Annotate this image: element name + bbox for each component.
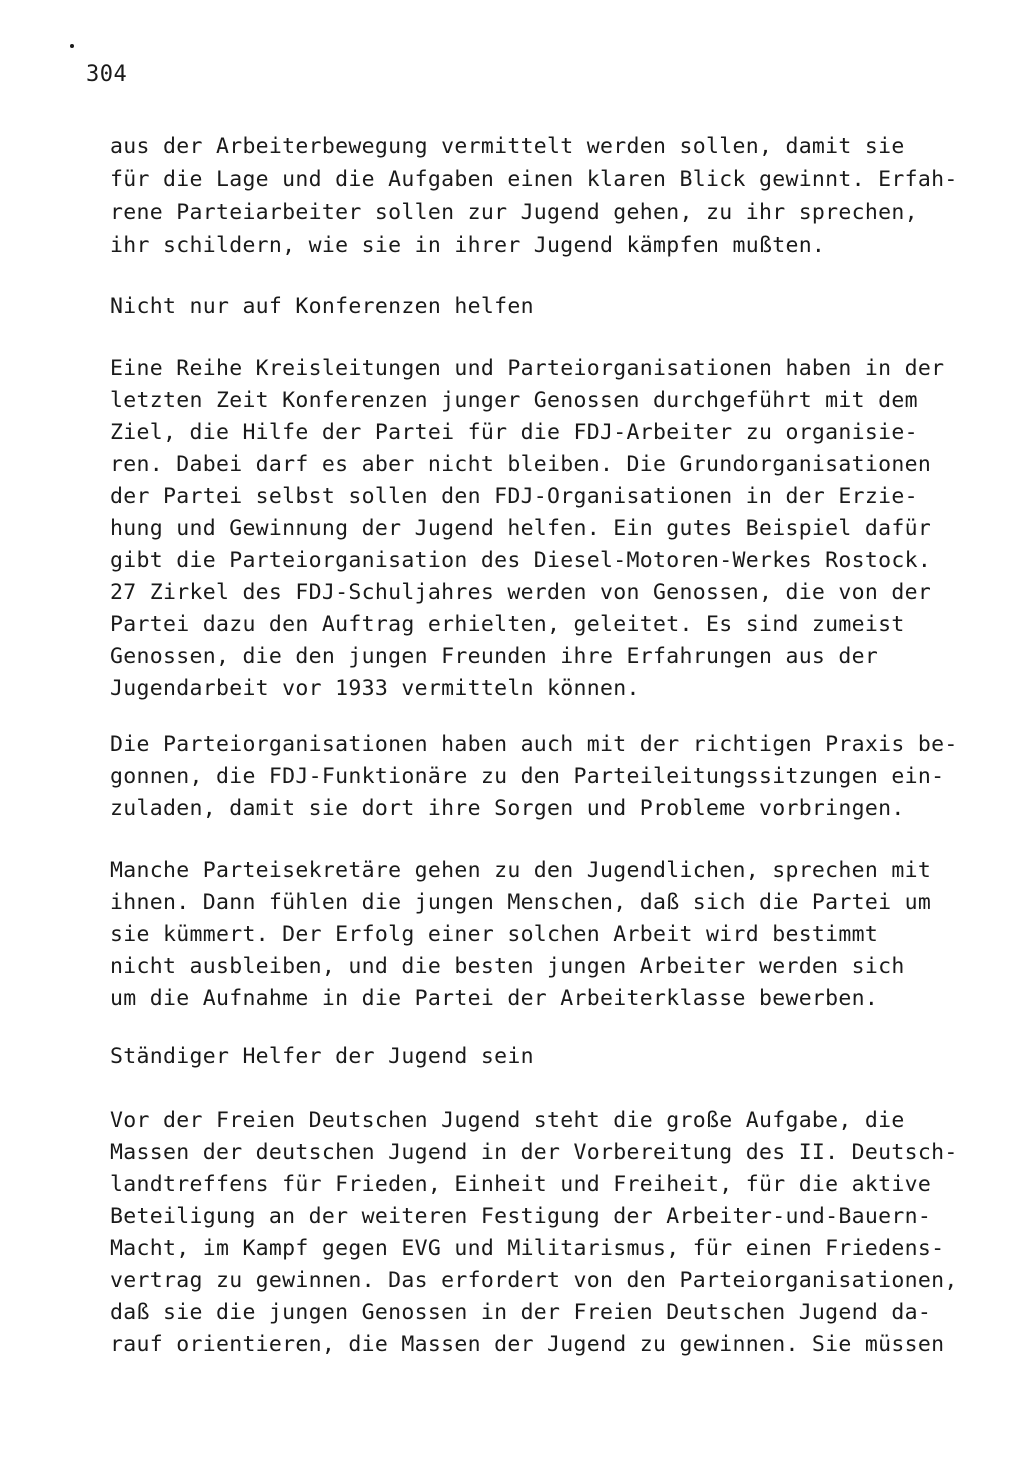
text-line: Ziel, die Hilfe der Partei für die FDJ-Arbeiter zu organisie- [110, 420, 918, 445]
text-line: zuladen, damit sie dort ihre Sorgen und Probleme vorbringen. [110, 796, 905, 821]
text-line: Massen der deutschen Jugend in der Vorbereitung des II. Deutsch- [110, 1140, 958, 1165]
text-line: gonnen, die FDJ-Funktionäre zu den Parteileitungssitzungen ein- [110, 764, 945, 789]
text-line: Genossen, die den jungen Freunden ihre Erfahrungen aus der [110, 644, 879, 669]
section-heading: Nicht nur auf Konferenzen helfen [110, 294, 534, 319]
text-line: daß sie die jungen Genossen in der Freien Deutschen Jugend da- [110, 1300, 932, 1325]
text-line: letzten Zeit Konferenzen junger Genossen durchgeführt mit dem [110, 388, 918, 413]
text-line: rene Parteiarbeiter sollen zur Jugend gehen, zu ihr sprechen, [110, 200, 918, 225]
text-line: ren. Dabei darf es aber nicht bleiben. Die Grundorganisationen [110, 452, 932, 477]
text-line: vertrag zu gewinnen. Das erfordert von den Parteiorganisationen, [110, 1268, 958, 1293]
page-number: 304 [86, 62, 128, 87]
text-line: gibt die Parteiorganisation des Diesel-Motoren-Werkes Rostock. [110, 548, 932, 573]
text-line: hung und Gewinnung der Jugend helfen. Ein gutes Beispiel dafür [110, 516, 932, 541]
text-line: sie kümmert. Der Erfolg einer solchen Arbeit wird bestimmt [110, 922, 879, 947]
text-line: aus der Arbeiterbewegung vermittelt werden sollen, damit sie [110, 134, 905, 159]
text-line: Partei dazu den Auftrag erhielten, geleitet. Es sind zumeist [110, 612, 905, 637]
text-line: Beteiligung an der weiteren Festigung der Arbeiter-und-Bauern- [110, 1204, 932, 1229]
section-heading: Ständiger Helfer der Jugend sein [110, 1044, 534, 1069]
text-line: ihr schildern, wie sie in ihrer Jugend kämpfen mußten. [110, 233, 826, 258]
text-line: Macht, im Kampf gegen EVG und Militarismus, für einen Friedens- [110, 1236, 945, 1261]
text-line: für die Lage und die Aufgaben einen klaren Blick gewinnt. Erfah- [110, 167, 958, 192]
text-line: rauf orientieren, die Massen der Jugend zu gewinnen. Sie müssen [110, 1332, 945, 1357]
margin-dot [70, 44, 74, 48]
text-line: Jugendarbeit vor 1933 vermitteln können. [110, 676, 640, 701]
text-line: Manche Parteisekretäre gehen zu den Jugendlichen, sprechen mit [110, 858, 932, 883]
text-line: Vor der Freien Deutschen Jugend steht die große Aufgabe, die [110, 1108, 905, 1133]
text-line: nicht ausbleiben, und die besten jungen Arbeiter werden sich [110, 954, 905, 979]
text-line: Die Parteiorganisationen haben auch mit der richtigen Praxis be- [110, 732, 958, 757]
text-line: ihnen. Dann fühlen die jungen Menschen, daß sich die Partei um [110, 890, 932, 915]
text-line: landtreffens für Frieden, Einheit und Freiheit, für die aktive [110, 1172, 932, 1197]
text-line: um die Aufnahme in die Partei der Arbeiterklasse bewerben. [110, 986, 879, 1011]
text-line: Eine Reihe Kreisleitungen und Parteiorganisationen haben in der [110, 356, 945, 381]
text-line: 27 Zirkel des FDJ-Schuljahres werden von Genossen, die von der [110, 580, 932, 605]
text-line: der Partei selbst sollen den FDJ-Organisationen in der Erzie- [110, 484, 918, 509]
